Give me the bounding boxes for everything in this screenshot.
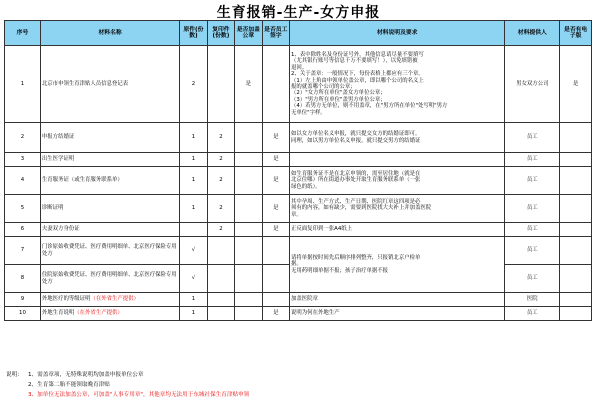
notes-section bbox=[6, 370, 591, 400]
cell-stamp-work: 是 bbox=[262, 223, 289, 237]
cell-desc bbox=[290, 153, 505, 167]
cell-orig: 1 bbox=[180, 153, 207, 167]
materials-table bbox=[4, 20, 592, 321]
cell-stamp-unit bbox=[235, 153, 262, 167]
cell-stamp-unit bbox=[235, 265, 262, 293]
cell-e-copy bbox=[560, 223, 592, 237]
cell-stamp-unit bbox=[235, 195, 262, 223]
header-e-copy: 是否有电子版 bbox=[560, 21, 592, 46]
cell-orig: √ bbox=[180, 265, 207, 293]
cell-stamp-work bbox=[262, 237, 289, 265]
cell-copy bbox=[207, 293, 234, 307]
cell-e-copy bbox=[560, 293, 592, 307]
table-row bbox=[5, 46, 592, 123]
cell-seq: 7 bbox=[5, 237, 41, 265]
cell-seq: 9 bbox=[5, 293, 41, 307]
cell-stamp-work: 是 bbox=[262, 167, 289, 195]
cell-seq: 10 bbox=[5, 307, 41, 321]
cell-name: 夫妻双方身份证 bbox=[40, 223, 179, 237]
cell-seq: 3 bbox=[5, 153, 41, 167]
cell-orig: 1 bbox=[180, 307, 207, 321]
cell-copy bbox=[207, 307, 234, 321]
cell-stamp-work bbox=[262, 46, 289, 123]
cell-provider: 员工 bbox=[505, 167, 560, 195]
cell-provider: 员工 bbox=[505, 265, 560, 293]
cell-orig: 1 bbox=[180, 293, 207, 307]
cell-e-copy bbox=[560, 123, 592, 153]
cell-name: 诊断证明 bbox=[40, 195, 179, 223]
cell-provider: 员工 bbox=[505, 153, 560, 167]
cell-name: 出生医学证明 bbox=[40, 153, 179, 167]
note-item: 1、需盖章项，无特殊说明均加盖申报单位公章 bbox=[28, 372, 144, 378]
cell-provider: 医院 bbox=[505, 293, 560, 307]
cell-name-note: （在外省生产提供） bbox=[90, 296, 139, 303]
cell-stamp-unit bbox=[235, 293, 262, 307]
cell-stamp-work: 是 bbox=[262, 153, 289, 167]
cell-provider: 员工 bbox=[505, 237, 560, 265]
cell-stamp-work: 是 bbox=[262, 195, 289, 223]
cell-e-copy bbox=[560, 195, 592, 223]
header-provider: 材料提供人 bbox=[505, 21, 560, 46]
cell-e-copy bbox=[560, 265, 592, 293]
cell-orig: 1 bbox=[180, 195, 207, 223]
cell-name: 门诊原始收费凭证、医疗费用明细单、北京医疗保险专用处方 bbox=[40, 237, 179, 265]
table-row bbox=[5, 195, 592, 223]
page-title: 生育报销-生产-女方申报 bbox=[216, 5, 381, 21]
cell-orig: 2 bbox=[180, 46, 207, 123]
notes-label: 说明： bbox=[6, 372, 23, 378]
cell-stamp-unit bbox=[235, 123, 262, 153]
cell-name: 北京市申领生育津贴人员信息登记表 bbox=[40, 46, 179, 123]
cell-copy bbox=[207, 237, 234, 265]
cell-e-copy: 是 bbox=[560, 46, 592, 123]
cell-e-copy bbox=[560, 167, 592, 195]
cell-name: 住院原始收费凭证、医疗费用明细单、北京医疗保险专用处方 bbox=[40, 265, 179, 293]
header-copy: 复印件(份数) bbox=[207, 21, 234, 46]
note-item: 3、加单位无法加盖公章，可加盖"人事专用章"，其他章均无法用于东城社保生育津贴申领 bbox=[28, 392, 250, 398]
cell-seq: 5 bbox=[5, 195, 41, 223]
table-row bbox=[5, 237, 592, 265]
cell-stamp-unit bbox=[235, 223, 262, 237]
cell-desc: 如生育服务证不是在北京申领的，需至居住地（就是在 北京住哪）所在街道办事处开取生育服务联系单（一张 绿色的纸）。 bbox=[290, 167, 505, 195]
cell-desc: 正反面复印到一张A4纸上 bbox=[290, 223, 505, 237]
cell-copy: 2 bbox=[207, 167, 234, 195]
cell-e-copy bbox=[560, 153, 592, 167]
header-stamp-work: 是否员工签字 bbox=[262, 21, 289, 46]
cell-stamp-unit bbox=[235, 307, 262, 321]
cell-desc: 其中孕周、生产方式、生产日期、医院红章这四项是必 须有的内容，如有缺少，需要到医院找大夫补上并加盖医院 章。 bbox=[290, 195, 505, 223]
cell-name: 生育服务证（或生育服务联系单） bbox=[40, 167, 179, 195]
header-desc: 材料说明及要求 bbox=[290, 21, 505, 46]
header-orig: 原件(份数) bbox=[180, 21, 207, 46]
note-item: 2、生育第二胎不能领取晚育津贴 bbox=[28, 382, 110, 388]
cell-copy: 2 bbox=[207, 153, 234, 167]
cell-copy bbox=[207, 265, 234, 293]
table-header-row bbox=[5, 21, 592, 46]
cell-stamp-unit bbox=[235, 237, 262, 265]
cell-e-copy bbox=[560, 237, 592, 265]
cell-seq: 4 bbox=[5, 167, 41, 195]
cell-stamp-unit: 是 bbox=[235, 46, 262, 123]
cell-stamp-unit bbox=[235, 167, 262, 195]
table-row bbox=[5, 167, 592, 195]
cell-stamp-work bbox=[262, 265, 289, 293]
cell-desc: 1、表中除姓名及身份证号外，其他信息请尽量不要填写 （尤其银行账号等信息千万不要填写！），以免填错被 退回。 2、关于盖章：一般情况下，每份表格上都应有三个章。 （1）左上角由申领单位盖公章，即以哪个公司的名义上 报的就盖哪个公司的公章； （2）"女方所在单位"盖女方单位公章； （3）"男方所在单位"盖男方单位公章； （4）若男方无单位，则不用盖章，在"男方所在单位"处写明"男方 无单位"字样。 bbox=[290, 46, 505, 123]
table-row bbox=[5, 153, 592, 167]
cell-e-copy bbox=[560, 307, 592, 321]
cell-seq: 1 bbox=[5, 46, 41, 123]
cell-orig: 1 bbox=[180, 167, 207, 195]
cell-desc: 如以女方单位名义申报，就只提交女方的结婚证即可。 同理，如以男方单位名义申报，就只提交男方的结婚证 bbox=[290, 123, 505, 153]
cell-name: 外地医疗的等级证明（在外省生产提供） bbox=[40, 293, 179, 307]
cell-orig: 1 bbox=[180, 123, 207, 153]
cell-desc: 说明为何在外地生产 bbox=[290, 307, 505, 321]
cell-desc: 加盖医院章 bbox=[290, 293, 505, 307]
table-row bbox=[5, 123, 592, 153]
cell-seq: 2 bbox=[5, 123, 41, 153]
cell-seq: 6 bbox=[5, 223, 41, 237]
table-row bbox=[5, 223, 592, 237]
cell-copy: 2 bbox=[207, 223, 234, 237]
cell-stamp-work: 是 bbox=[262, 307, 289, 321]
cell-copy: 2 bbox=[207, 123, 234, 153]
cell-provider: 员工 bbox=[505, 223, 560, 237]
header-name: 材料名称 bbox=[40, 21, 179, 46]
cell-provider: 员工 bbox=[505, 195, 560, 223]
cell-provider: 男女双方公司 bbox=[505, 46, 560, 123]
cell-orig: √ bbox=[180, 237, 207, 265]
header-stamp-unit: 是否加盖公章 bbox=[235, 21, 262, 46]
cell-name: 外地生育说明（在外省生产提供） bbox=[40, 307, 179, 321]
header-seq: 序号 bbox=[5, 21, 41, 46]
table-row bbox=[5, 307, 592, 321]
table-row bbox=[5, 293, 592, 307]
cell-provider: 员工 bbox=[505, 123, 560, 153]
cell-name: 申报方结婚证 bbox=[40, 123, 179, 153]
cell-copy: 2 bbox=[207, 195, 234, 223]
cell-provider: 员工 bbox=[505, 307, 560, 321]
cell-copy bbox=[207, 46, 234, 123]
cell-name-note: （在外省生产提供） bbox=[74, 310, 123, 317]
cell-stamp-work bbox=[262, 293, 289, 307]
cell-orig bbox=[180, 223, 207, 237]
cell-seq: 8 bbox=[5, 265, 41, 293]
cell-stamp-work: 是 bbox=[262, 123, 289, 153]
cell-desc: 请将单据按时间先后顺序排列整齐，只报销北京户检单 据。 无用药明细单据不报；孩子治疗单据不报 bbox=[290, 237, 505, 293]
